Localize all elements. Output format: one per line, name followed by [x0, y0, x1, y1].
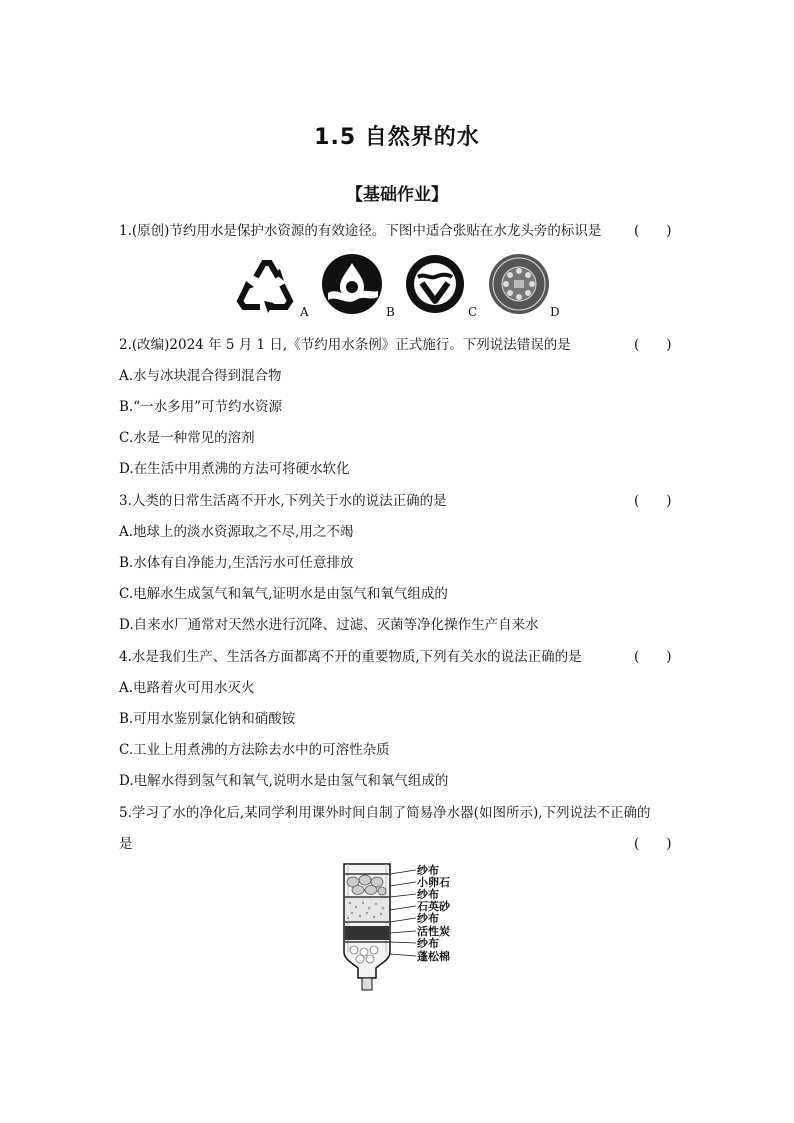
question-2-option-d: D.在生活中用煮沸的方法可将硬水软化: [119, 461, 350, 477]
question-2-option-c: C.水是一种常见的溶剂: [119, 430, 255, 446]
question-4-stem: 4.水是我们生产、生活各方面都离不开的重要物质,下列有关水的说法正确的是: [119, 649, 582, 665]
question-1-icons: [234, 253, 574, 319]
page-title: 1.5 自然界的水: [314, 125, 480, 150]
question-2-option-a: A.水与冰块混合得到混合物: [119, 368, 282, 384]
icon-label-b: B: [386, 305, 395, 319]
filter-label: 纱布: [417, 888, 439, 901]
section-heading: 【基础作业】: [346, 185, 448, 205]
question-3-option-a: A.地球上的淡水资源取之不尽,用之不竭: [119, 524, 354, 540]
icon-label-d: D: [550, 305, 560, 319]
filter-label: 纱布: [417, 912, 439, 925]
answer-blank-2: ( ): [634, 337, 672, 353]
question-3-stem: 3.人类的日常生活离不开水,下列关于水的说法正确的是: [119, 493, 447, 509]
recycle-icon: [234, 253, 300, 319]
answer-blank-5: ( ): [634, 836, 672, 852]
energy-saving-seal-icon: [488, 253, 550, 319]
water-filter-diagram: [336, 860, 466, 1000]
question-2-option-b: B.“一水多用”可节约水资源: [119, 399, 283, 415]
water-drop-icon: [320, 253, 384, 319]
answer-blank-3: ( ): [634, 493, 672, 509]
question-4-option-c: C.工业上用煮沸的方法除去水中的可溶性杂质: [119, 742, 390, 758]
icon-label-a: A: [300, 305, 309, 319]
question-4-option-b: B.可用水鉴别氯化钠和硝酸铵: [119, 711, 296, 727]
filter-label: 纱布: [417, 937, 439, 950]
filter-label: 纱布: [417, 864, 439, 877]
filter-label: 活性炭: [417, 925, 450, 938]
question-5-stem-cont: 是: [119, 836, 133, 852]
question-2-stem: 2.(改编)2024 年 5 月 1 日,《节约用水条例》正式施行。下列说法错误的是: [119, 337, 571, 353]
icon-label-c: C: [468, 305, 478, 319]
answer-blank-1: ( ): [634, 223, 672, 239]
question-3-option-d: D.自来水厂通常对天然水进行沉降、过滤、灭菌等净化操作生产自来水: [119, 617, 539, 633]
question-5-stem: 5.学习了水的净化后,某同学利用课外时间自制了简易净水器(如图所示),下列说法不正确的: [119, 805, 651, 821]
filter-label: 蓬松棉: [417, 950, 450, 963]
question-4-option-a: A.电路着火可用水灭火: [119, 680, 255, 696]
question-4-option-d: D.电解水得到氢气和氧气,说明水是由氢气和氧气组成的: [119, 773, 449, 789]
filter-label: 石英砂: [417, 900, 450, 913]
question-3-option-b: B.水体有自净能力,生活污水可任意排放: [119, 555, 354, 571]
question-1-stem: 1.(原创)节约用水是保护水资源的有效途径。下图中适合张贴在水龙头旁的标识是: [119, 223, 602, 239]
question-3-option-c: C.电解水生成氢气和氧气,证明水是由氢气和氧气组成的: [119, 586, 448, 602]
filter-label: 小卵石: [417, 876, 450, 889]
answer-blank-4: ( ): [634, 649, 672, 665]
green-food-icon: [404, 253, 466, 319]
